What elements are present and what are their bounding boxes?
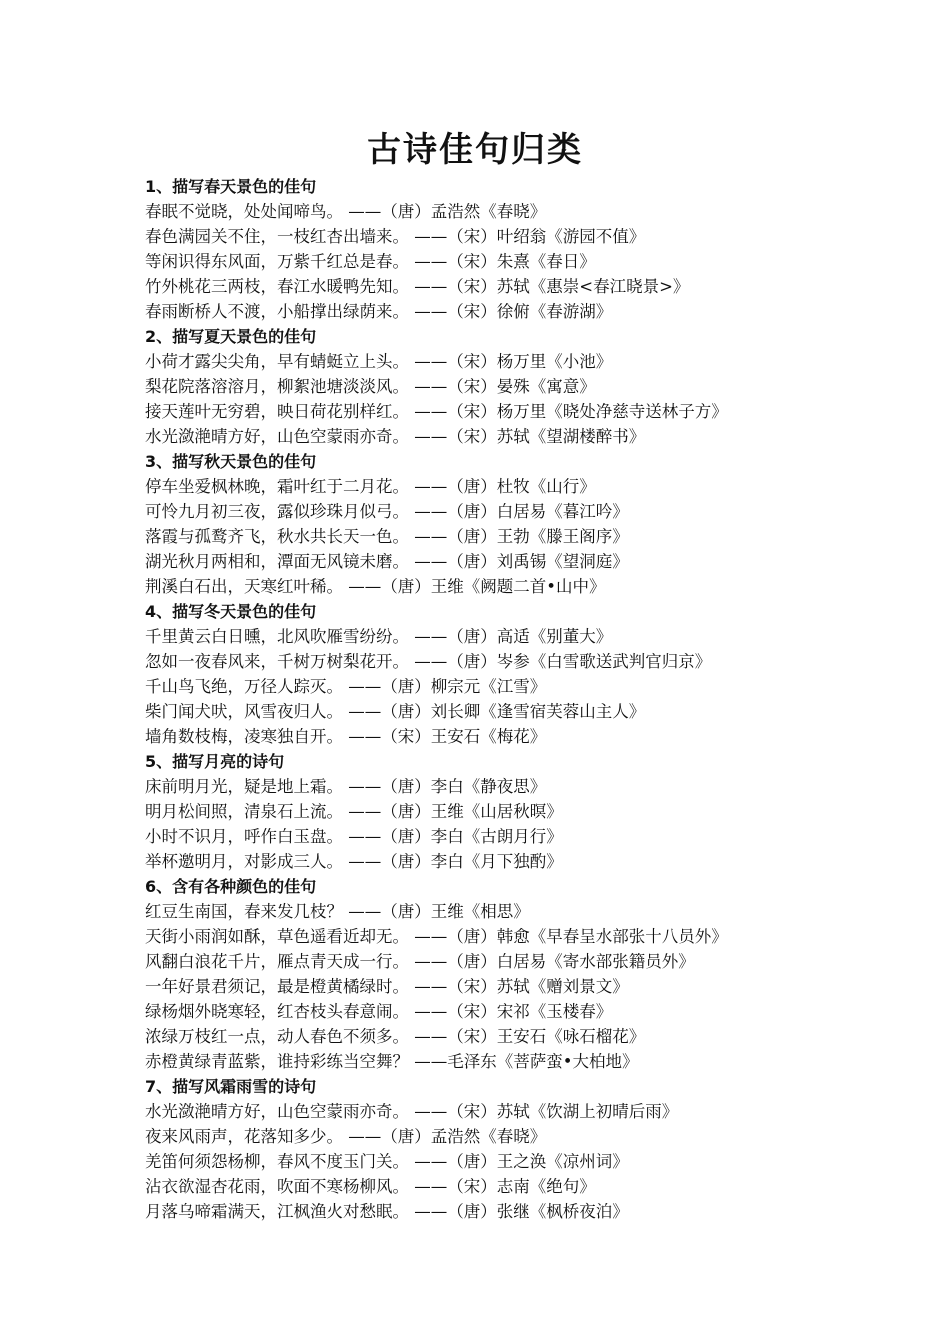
poem-line: 春眠不觉晓，处处闻啼鸟。 ——（唐）孟浩然《春晓》 [145, 202, 547, 221]
poem-line: 墙角数枝梅，凌寒独自开。 ——（宋）王安石《梅花》 [145, 727, 547, 746]
poem-line: 赤橙黄绿青蓝紫，谁持彩练当空舞？ ——毛泽东《菩萨蛮•大柏地》 [145, 1052, 639, 1071]
section-heading: 3、描写秋天景色的佳句 [145, 452, 317, 471]
poem-line: 羌笛何须怨杨柳，春风不度玉门关。 ——（唐）王之涣《凉州词》 [145, 1152, 629, 1171]
poem-line: 举杯邀明月，对影成三人。 ——（唐）李白《月下独酌》 [145, 852, 563, 871]
poem-list [145, 174, 835, 1224]
poem-line: 湖光秋月两相和，潭面无风镜未磨。 ——（唐）刘禹锡《望洞庭》 [145, 552, 629, 571]
section-heading: 1、描写春天景色的佳句 [145, 177, 317, 196]
poem-line: 明月松间照，清泉石上流。 ——（唐）王维《山居秋暝》 [145, 802, 563, 821]
poem-line: 一年好景君须记，最是橙黄橘绿时。 ——（宋）苏轼《赠刘景文》 [145, 977, 629, 996]
poem-line: 接天莲叶无穷碧，映日荷花别样红。 ——（宋）杨万里《晓处净慈寺送林子方》 [145, 402, 728, 421]
section-heading: 7、描写风霜雨雪的诗句 [145, 1077, 317, 1096]
poem-line: 床前明月光，疑是地上霜。 ——（唐）李白《静夜思》 [145, 777, 547, 796]
poem-line: 红豆生南国，春来发几枝？ ——（唐）王维《相思》 [145, 902, 530, 921]
poem-line: 水光潋滟晴方好，山色空蒙雨亦奇。 ——（宋）苏轼《饮湖上初晴后雨》 [145, 1102, 679, 1121]
section-4 [145, 599, 835, 749]
section-1 [145, 174, 835, 324]
poem-line: 小时不识月，呼作白玉盘。 ——（唐）李白《古朗月行》 [145, 827, 563, 846]
poem-line: 等闲识得东风面，万紫千红总是春。 ——（宋）朱熹《春日》 [145, 252, 596, 271]
section-6 [145, 874, 835, 1074]
poem-line: 春色满园关不住，一枝红杏出墙来。 ——（宋）叶绍翁《游园不值》 [145, 227, 646, 246]
poem-line: 千山鸟飞绝，万径人踪灭。 ——（唐）柳宗元《江雪》 [145, 677, 547, 696]
poem-line: 可怜九月初三夜，露似珍珠月似弓。 ——（唐）白居易《暮江吟》 [145, 502, 629, 521]
section-7 [145, 1074, 835, 1224]
poem-line: 千里黄云白日曛，北风吹雁雪纷纷。 ——（唐）高适《别董大》 [145, 627, 613, 646]
poem-line: 停车坐爱枫林晚，霜叶红于二月花。 ——（唐）杜牧《山行》 [145, 477, 596, 496]
poem-line: 风翻白浪花千片，雁点青天成一行。 ——（唐）白居易《寄水部张籍员外》 [145, 952, 695, 971]
poem-line: 忽如一夜春风来，千树万树梨花开。 ——（唐）岑参《白雪歌送武判官归京》 [145, 652, 712, 671]
poem-line: 水光潋滟晴方好，山色空蒙雨亦奇。 ——（宋）苏轼《望湖楼醉书》 [145, 427, 646, 446]
section-heading: 5、描写月亮的诗句 [145, 752, 285, 771]
poem-line: 荆溪白石出，天寒红叶稀。 ——（唐）王维《阙题二首•山中》 [145, 577, 606, 596]
section-2 [145, 324, 835, 449]
section-3 [145, 449, 835, 599]
poem-line: 天街小雨润如酥，草色遥看近却无。 ——（唐）韩愈《早春呈水部张十八员外》 [145, 927, 728, 946]
poem-line: 落霞与孤鹜齐飞，秋水共长天一色。 ——（唐）王勃《滕王阁序》 [145, 527, 629, 546]
page-title: 古诗佳句归类 [367, 130, 583, 170]
poem-line: 竹外桃花三两枝，春江水暖鸭先知。 ——（宋）苏轼《惠崇<春江晓景>》 [145, 277, 690, 296]
section-heading: 4、描写冬天景色的佳句 [145, 602, 317, 621]
poem-line: 春雨断桥人不渡，小船撑出绿荫来。 ——（宋）徐俯《春游湖》 [145, 302, 613, 321]
poem-line: 浓绿万枝红一点，动人春色不须多。 ——（宋）王安石《咏石榴花》 [145, 1027, 646, 1046]
section-heading: 6、含有各种颜色的佳句 [145, 877, 317, 896]
section-heading: 2、描写夏天景色的佳句 [145, 327, 317, 346]
poem-line: 梨花院落溶溶月，柳絮池塘淡淡风。 ——（宋）晏殊《寓意》 [145, 377, 596, 396]
poem-line: 沾衣欲湿杏花雨，吹面不寒杨柳风。 ——（宋）志南《绝句》 [145, 1177, 596, 1196]
section-5 [145, 749, 835, 874]
poem-line: 柴门闻犬吠，风雪夜归人。 ——（唐）刘长卿《逢雪宿芙蓉山主人》 [145, 702, 646, 721]
poem-line: 绿杨烟外晓寒轻，红杏枝头春意闹。 ——（宋）宋祁《玉楼春》 [145, 1002, 613, 1021]
poem-line: 小荷才露尖尖角，早有蜻蜓立上头。 ——（宋）杨万里《小池》 [145, 352, 613, 371]
poem-line: 夜来风雨声，花落知多少。 ——（唐）孟浩然《春晓》 [145, 1127, 547, 1146]
poem-line: 月落乌啼霜满天，江枫渔火对愁眠。 ——（唐）张继《枫桥夜泊》 [145, 1202, 629, 1221]
